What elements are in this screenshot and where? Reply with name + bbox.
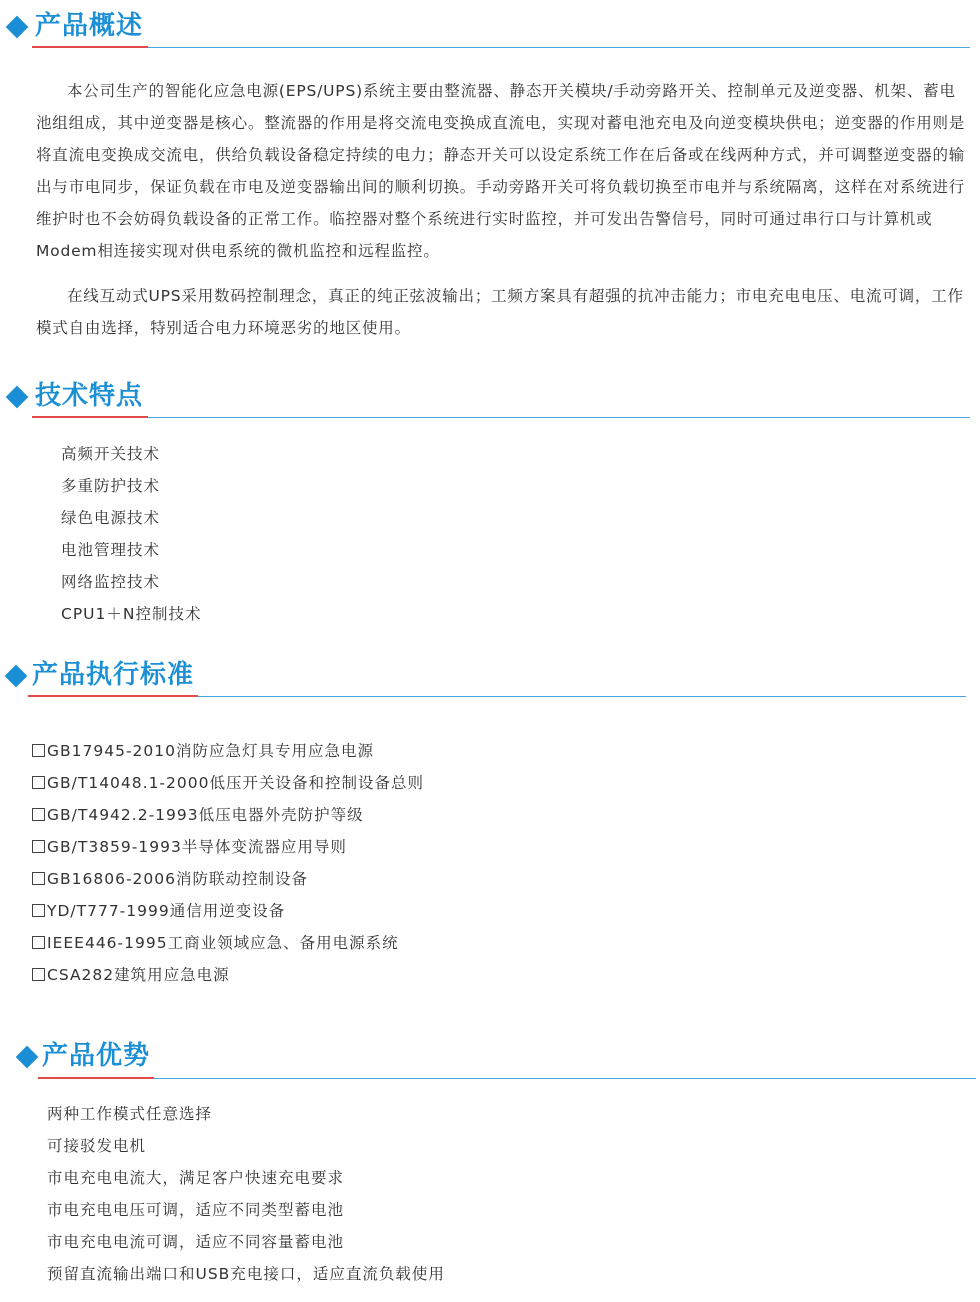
list-item: 预留直流输出端口和USB充电接口，适应直流负载使用 bbox=[47, 1265, 445, 1283]
list-item: 两种工作模式任意选择 bbox=[47, 1105, 213, 1123]
checkbox-square-icon bbox=[32, 776, 45, 789]
list-item: 网络监控技术 bbox=[61, 573, 161, 591]
title-underline bbox=[28, 695, 198, 697]
diamond-bullet-icon bbox=[6, 16, 29, 39]
checkbox-square-icon bbox=[32, 744, 45, 757]
diamond-bullet-icon bbox=[6, 386, 29, 409]
overview-paragraph-1: 本公司生产的智能化应急电源(EPS/UPS)系统主要由整流器、静态开关模块/手动旁路开关、控制单元及逆变器、机架、蓄电池组组成，其中逆变器是核心。整流器的作用是将交流电变换成直流电，实现对蓄电池充电及向逆变模块供电；逆变器的作用则是将直流电变换成交流电，供给负载设备稳定持续的电力；静态开关可以设定系统工作在后备或在线两种方式，并可调整逆变器的输出与市电同步，保证负载在市电及逆变器输出间的顺利切换。手动旁路开关可将负载切换至市电并与系统隔离，这样在对系统进行维护时也不会妨碍负载设备的正常工作。临控器对整个系统进行实时监控，并可发出告警信号，同时可通过串行口与计算机或Modem相连接实现对供电系统的微机监控和远程监控。 bbox=[36, 82, 966, 260]
list-item: CSA282建筑用应急电源 bbox=[32, 959, 424, 991]
checkbox-square-icon bbox=[32, 872, 45, 885]
features-list bbox=[61, 438, 201, 630]
list-item: 高频开关技术 bbox=[61, 445, 161, 463]
list-item: 多重防护技术 bbox=[61, 477, 161, 495]
section-title: 技术特点 bbox=[35, 381, 144, 411]
checkbox-square-icon bbox=[32, 808, 45, 821]
section-header-advantages bbox=[0, 1036, 980, 1084]
title-underline bbox=[38, 1077, 154, 1079]
list-item: GB/T4942.2-1993低压电器外壳防护等级 bbox=[32, 799, 424, 831]
list-item: IEEE446-1995工商业领域应急、备用电源系统 bbox=[32, 927, 424, 959]
list-item: GB17945-2010消防应急灯具专用应急电源 bbox=[32, 735, 424, 767]
section-divider bbox=[38, 1078, 976, 1079]
section-title: 产品执行标准 bbox=[32, 660, 195, 690]
checkbox-square-icon bbox=[32, 840, 45, 853]
diamond-bullet-icon bbox=[16, 1046, 39, 1069]
section-header-features bbox=[0, 376, 980, 424]
title-underline bbox=[32, 46, 148, 48]
list-item: 市电充电电压可调，适应不同类型蓄电池 bbox=[47, 1201, 345, 1219]
section-divider bbox=[32, 47, 970, 48]
list-item: 市电充电电流大，满足客户快速充电要求 bbox=[47, 1169, 345, 1187]
list-item: GB16806-2006消防联动控制设备 bbox=[32, 863, 424, 895]
list-item: GB/T3859-1993半导体变流器应用导则 bbox=[32, 831, 424, 863]
list-item: 绿色电源技术 bbox=[61, 509, 161, 527]
section-header-overview bbox=[0, 6, 980, 54]
standards-list bbox=[32, 735, 424, 991]
list-item: GB/T14048.1-2000低压开关设备和控制设备总则 bbox=[32, 767, 424, 799]
overview-paragraph-2: 在线互动式UPS采用数码控制理念，真正的纯正弦波输出；工频方案具有超强的抗冲击能力；市电充电电压、电流可调，工作模式自由选择，特别适合电力环境恶劣的地区使用。 bbox=[36, 287, 964, 337]
section-divider bbox=[32, 417, 970, 418]
title-underline bbox=[32, 416, 148, 418]
advantages-list bbox=[47, 1098, 445, 1290]
list-item: CPU1＋N控制技术 bbox=[61, 605, 202, 623]
section-title: 产品优势 bbox=[42, 1041, 151, 1071]
list-item: 可接驳发电机 bbox=[47, 1137, 147, 1155]
list-item: 电池管理技术 bbox=[61, 541, 161, 559]
checkbox-square-icon bbox=[32, 904, 45, 917]
list-item: 市电充电电流可调，适应不同容量蓄电池 bbox=[47, 1233, 345, 1251]
checkbox-square-icon bbox=[32, 936, 45, 949]
section-title: 产品概述 bbox=[35, 11, 144, 41]
section-header-standards bbox=[0, 655, 980, 703]
checkbox-square-icon bbox=[32, 968, 45, 981]
list-item: YD/T777-1999通信用逆变设备 bbox=[32, 895, 424, 927]
diamond-bullet-icon bbox=[5, 665, 28, 688]
